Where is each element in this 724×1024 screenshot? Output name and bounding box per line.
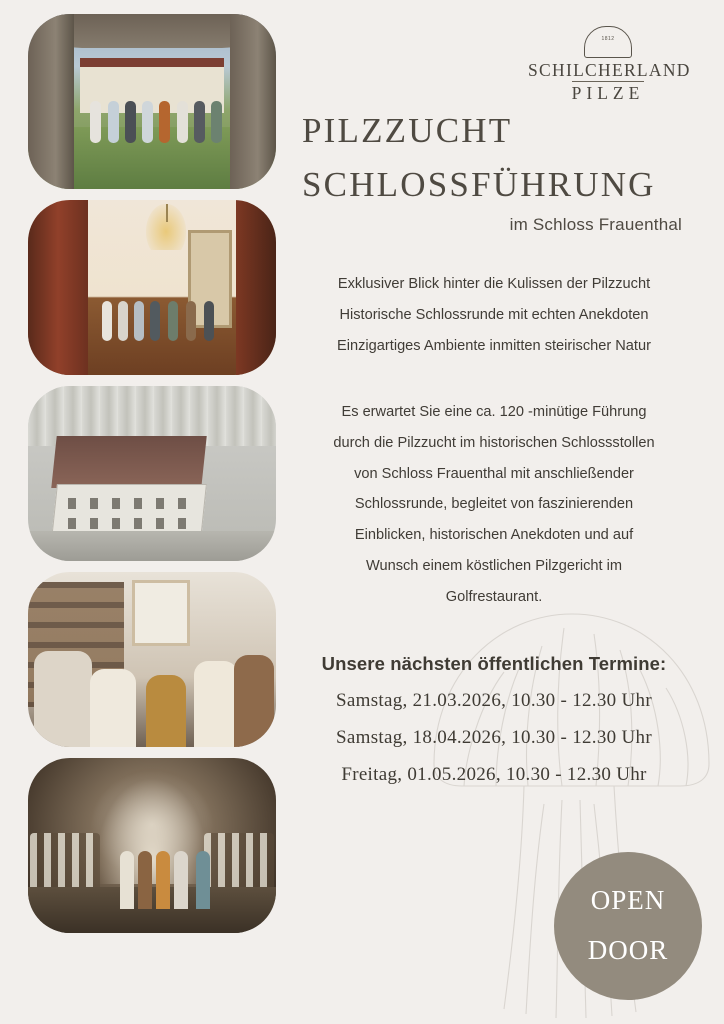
logo-brand-sub: PILZE: [571, 83, 645, 104]
brand-logo: [528, 26, 691, 104]
highlight-item: Exklusiver Blick hinter die Kulissen der Pilzzucht: [337, 275, 651, 292]
date-item: Samstag, 18.04.2026, 10.30 - 12.30 Uhr: [336, 727, 652, 749]
page-subtitle: im Schloss Frauenthal: [509, 214, 682, 234]
logo-mark-icon: [584, 26, 632, 58]
logo-brand-name: SCHILCHERLAND: [528, 60, 691, 80]
date-item: Freitag, 01.05.2026, 10.30 - 12.30 Uhr: [341, 764, 647, 786]
badge-line1: OPEN: [590, 885, 666, 916]
photo-tunnel-cellar: [28, 758, 276, 933]
description-line: Schlossrunde, begleitet von faszinierenden: [354, 496, 634, 513]
dates-heading: Unsere nächsten öffentlichen Termine:: [321, 653, 667, 675]
photo-group-in-castle-garden: [28, 14, 276, 189]
description-line: Einblicken, historischen Anekdoten und auf: [354, 527, 634, 544]
description-line: Golfrestaurant.: [445, 589, 543, 606]
description-line: von Schloss Frauenthal mit anschließender: [354, 465, 634, 482]
description-line: Wunsch einem köstlichen Pilzgericht im: [365, 558, 623, 575]
page-title-line1: PILZZUCHT: [302, 111, 513, 150]
highlight-item: Historische Schlossrunde mit echten Anekdoten: [339, 306, 649, 323]
description-line: durch die Pilzzucht im historischen Schlossstollen: [333, 434, 655, 451]
photo-castle-interior-hall: [28, 200, 276, 375]
poster-content: [292, 104, 696, 786]
page-title-line2: SCHLOSSFÜHRUNG: [302, 165, 656, 205]
date-item: Samstag, 21.03.2026, 10.30 - 12.30 Uhr: [336, 690, 652, 712]
photo-cellar-talk: [28, 572, 276, 747]
highlight-item: Einzigartiges Ambiente inmitten steirischer Natur: [337, 338, 651, 355]
description-line: Es erwartet Sie eine ca. 120 -minütige Führung: [341, 403, 647, 420]
badge-line2: DOOR: [587, 935, 669, 965]
highlights-list: [292, 269, 696, 363]
photo-column: [28, 14, 276, 944]
description-text: [292, 397, 696, 614]
open-door-badge: [554, 852, 702, 1000]
logo-year: 1812: [601, 36, 615, 42]
photo-castle-aerial: [28, 386, 276, 561]
